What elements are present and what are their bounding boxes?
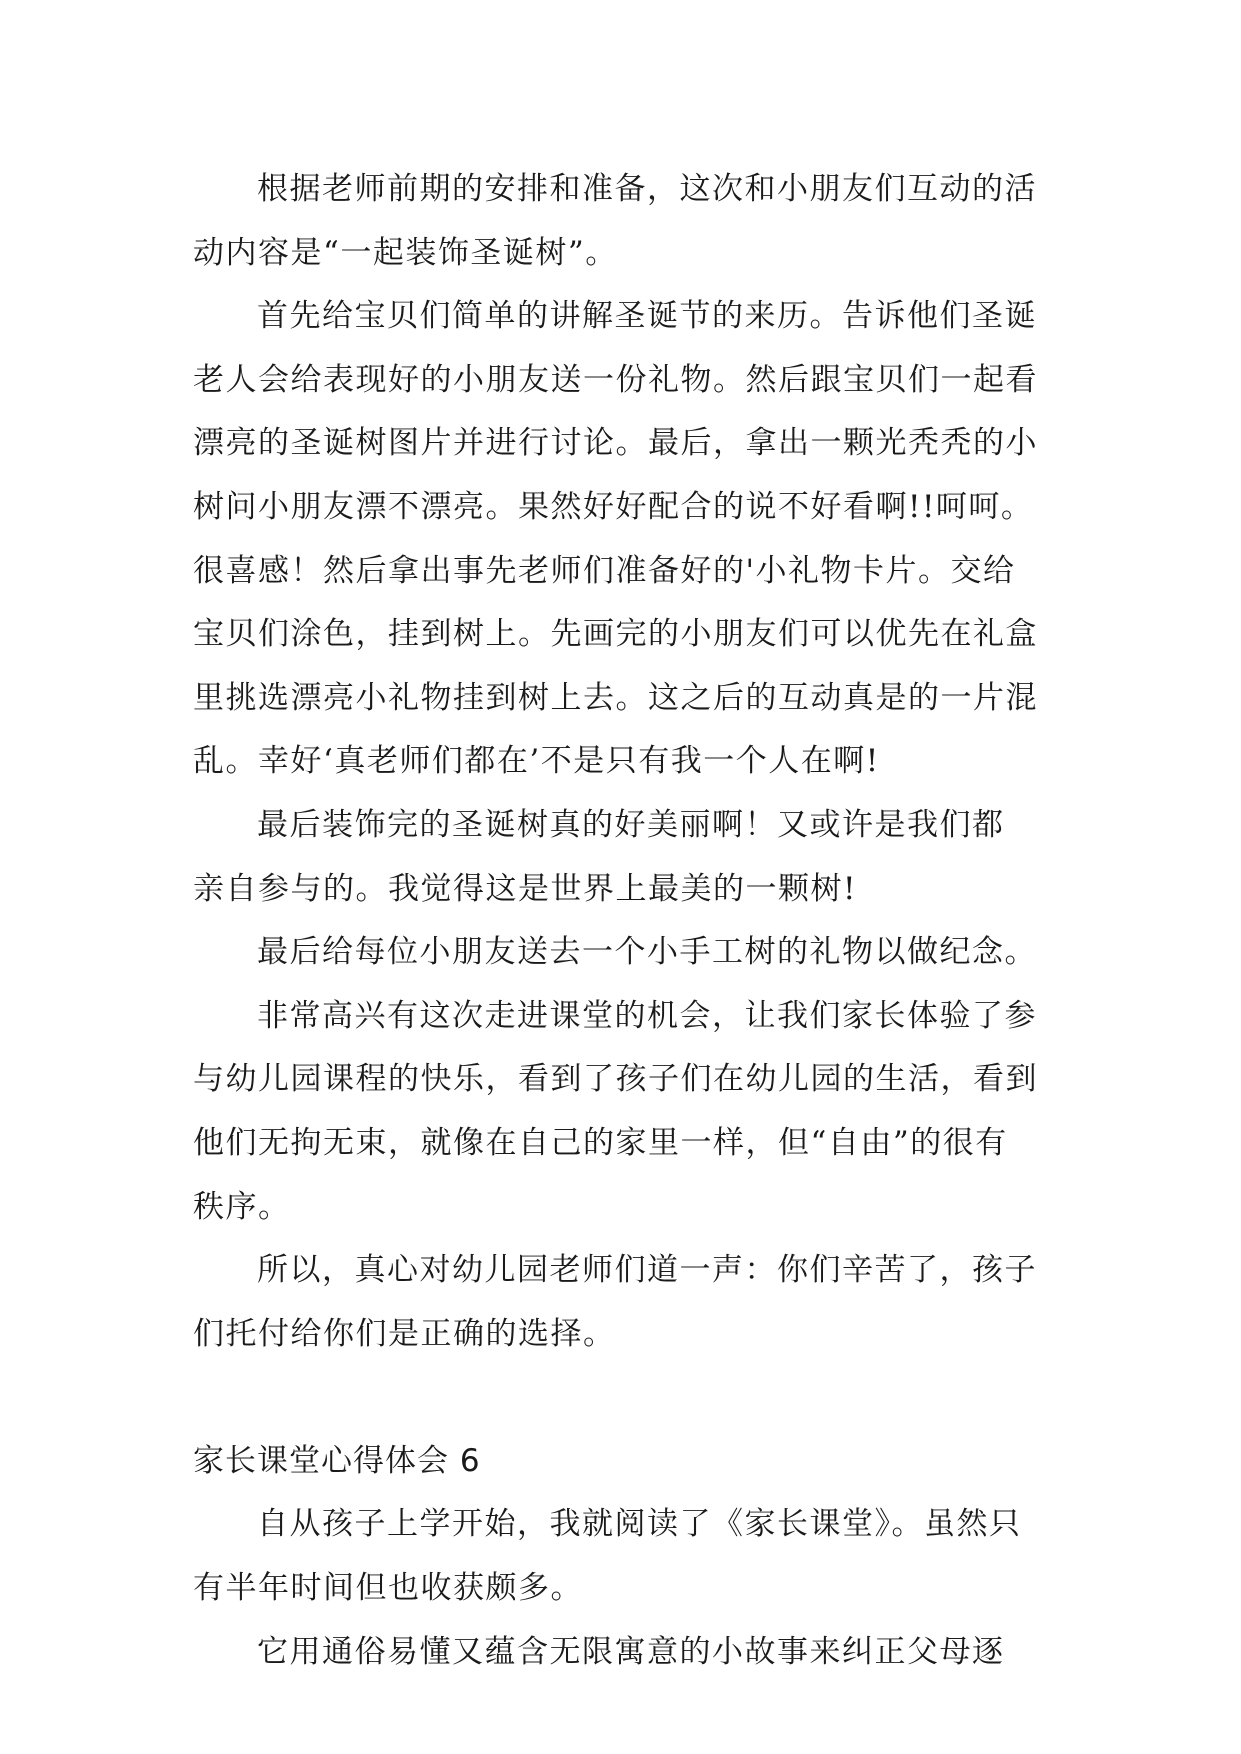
paragraph-line: 最后装饰完的圣诞树真的好美丽啊！又或许是我们都 bbox=[257, 806, 1005, 843]
paragraph-line: 树问小朋友漂不漂亮。果然好好配合的说不好看啊!!呵呵。 bbox=[193, 488, 1034, 525]
paragraph-line: 宝贝们涂色，挂到树上。先画完的小朋友们可以优先在礼盒 bbox=[193, 616, 1038, 653]
paragraph-line: 它用通俗易懂又蕴含无限寓意的小故事来纠正父母逐 bbox=[257, 1633, 1005, 1670]
paragraph-line: 他们无拘无束，就像在自己的家里一样，但“自由”的很有 bbox=[193, 1124, 1008, 1161]
paragraph-line: 亲自参与的。我觉得这是世界上最美的一颗树! bbox=[193, 870, 857, 907]
paragraph-line: 漂亮的圣诞树图片并进行讨论。最后，拿出一颗光秃秃的小 bbox=[193, 425, 1038, 462]
paragraph-line: 自从孩子上学开始，我就阅读了《家长课堂》。虽然只 bbox=[257, 1506, 1022, 1543]
paragraph-line: 首先给宝贝们简单的讲解圣诞节的来历。告诉他们圣诞 bbox=[257, 298, 1037, 335]
paragraph-line: 秩序。 bbox=[193, 1188, 291, 1225]
paragraph-line: 们托付给你们是正确的选择。 bbox=[193, 1315, 616, 1352]
paragraph-line: 根据老师前期的安排和准备，这次和小朋友们互动的活 bbox=[257, 171, 1037, 207]
section-gap bbox=[193, 1366, 1048, 1430]
paragraph-line: 动内容是“一起装饰圣诞树”。 bbox=[193, 234, 618, 271]
paragraph-line: 乱。幸好‘真老师们都在’不是只有我一个人在啊! bbox=[193, 743, 880, 780]
paragraph-line: 有半年时间但也收获颇多。 bbox=[193, 1570, 583, 1607]
paragraph-line: 很喜感！然后拿出事先老师们准备好的'小礼物卡片。交给 bbox=[193, 552, 1016, 589]
document-body bbox=[193, 158, 1048, 1684]
paragraph-line: 所以，真心对幼儿园老师们道一声：你们辛苦了，孩子 bbox=[257, 1252, 1037, 1289]
paragraph-line: 老人会给表现好的小朋友送一份礼物。然后跟宝贝们一起看 bbox=[193, 361, 1038, 398]
paragraph-line: 最后给每位小朋友送去一个小手工树的礼物以做纪念。 bbox=[257, 934, 1037, 971]
paragraph-line: 非常高兴有这次走进课堂的机会，让我们家长体验了参 bbox=[257, 997, 1037, 1034]
section-heading: 家长课堂心得体会 6 bbox=[193, 1442, 481, 1479]
paragraph-line: 与幼儿园课程的快乐，看到了孩子们在幼儿园的生活，看到 bbox=[193, 1061, 1038, 1098]
paragraph-line: 里挑选漂亮小礼物挂到树上去。这之后的互动真是的一片混 bbox=[193, 679, 1038, 716]
